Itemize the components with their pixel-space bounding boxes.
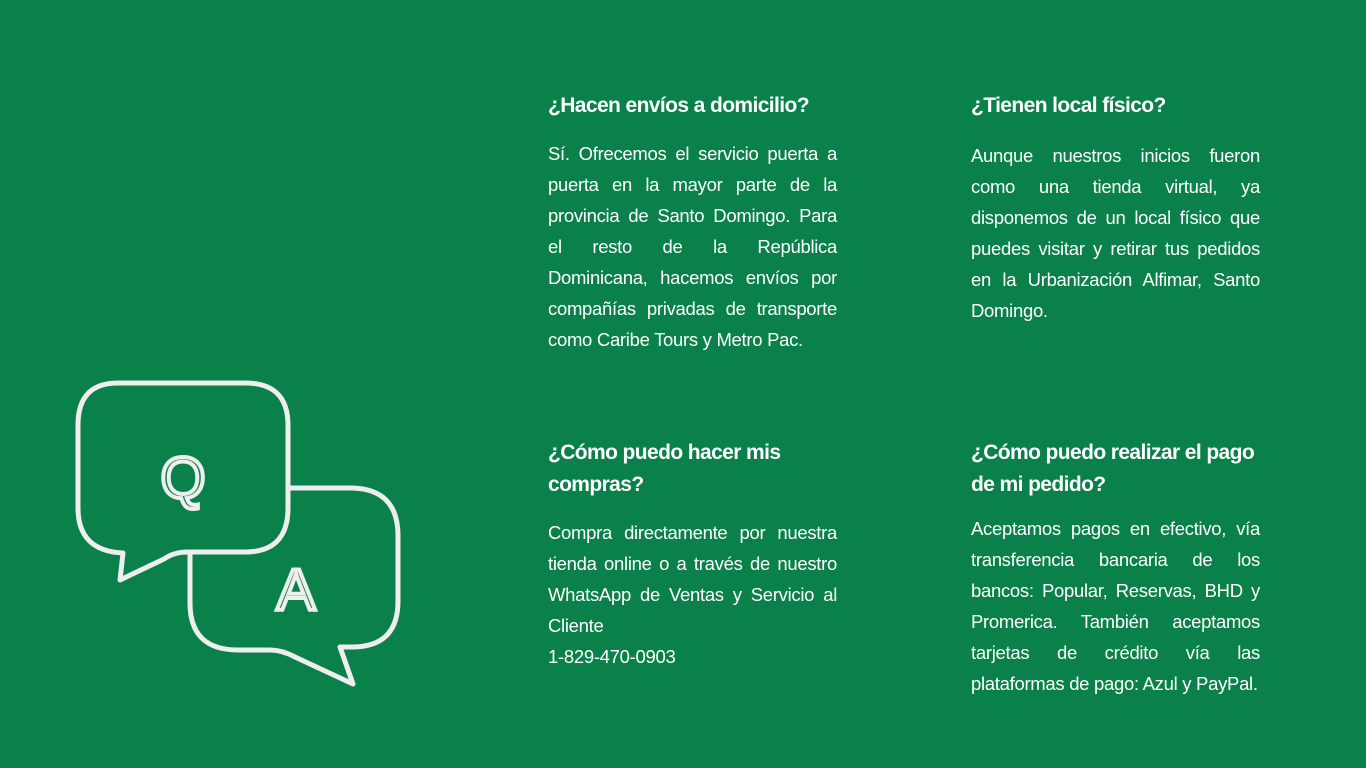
faq-answer: Aunque nuestros inicios fueron como una tienda virtual, ya disponemos de un local físico que puedes visitar y retirar tus pedidos en la Urbanización Alfimar, Santo Domingo. bbox=[971, 145, 1260, 321]
qa-bubbles-graphic bbox=[70, 375, 410, 695]
faq-item-how-to-buy bbox=[548, 437, 837, 672]
faq-question: ¿Hacen envíos a domicilio? bbox=[548, 94, 809, 117]
whatsapp-phone-number: 1-829-470-0903 bbox=[548, 646, 676, 667]
question-answer-bubbles-icon bbox=[70, 375, 410, 695]
faq-item-physical-store bbox=[971, 90, 1260, 326]
faq-item-payment bbox=[971, 437, 1260, 699]
faq-answer: Aceptamos pagos en efectivo, vía transferencia bancaria de los bancos: Popular, Reservas, BHD y Promerica. También aceptamos tarjetas de crédito vía las plataformas de pago: Azul y PayPal. bbox=[971, 518, 1260, 694]
a-letter: A bbox=[276, 558, 316, 623]
faq-answer: Compra directamente por nuestra tienda online o a través de nuestro WhatsApp de Ventas y Servicio al Cliente bbox=[548, 522, 837, 636]
faq-item-home-delivery bbox=[548, 90, 837, 355]
q-letter: Q bbox=[160, 446, 206, 511]
faq-answer: Sí. Ofrecemos el servicio puerta a puerta en la mayor parte de la provincia de Santo Domingo. Para el resto de la República Dominicana, hacemos envíos por compañías privadas de transporte como Caribe Tours y Metro Pac. bbox=[548, 143, 837, 350]
faq-question: ¿Tienen local físico? bbox=[971, 94, 1166, 117]
faq-answer-block bbox=[548, 517, 837, 672]
faq-question: ¿Cómo puedo realizar el pago de mi pedido? bbox=[971, 441, 1255, 496]
faq-question: ¿Cómo puedo hacer mis compras? bbox=[548, 441, 781, 496]
